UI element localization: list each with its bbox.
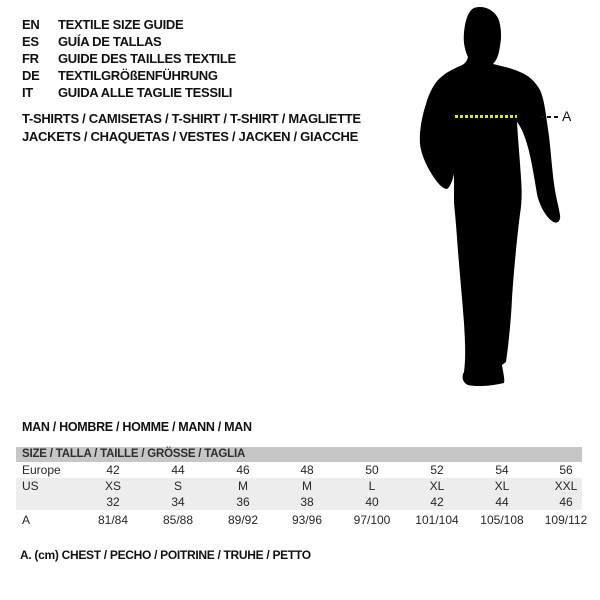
- language-label: GUIDA ALLE TAGLIE TESSILI: [58, 85, 233, 100]
- table-cell: 42: [106, 463, 120, 477]
- row-label: Europe: [22, 463, 61, 477]
- language-label: GUIDE DES TAILLES TEXTILE: [58, 51, 236, 66]
- table-cell: 97/100: [353, 513, 391, 527]
- table-cell: 93/96: [291, 513, 323, 527]
- table-row-chest-a: [16, 510, 588, 529]
- table-cell: 46: [559, 495, 573, 509]
- table-cell: XXL: [554, 479, 578, 493]
- table-row-us: [16, 478, 582, 494]
- table-cell: XL: [429, 479, 445, 493]
- table-row-numeric: [16, 494, 582, 510]
- language-label: TEXTILE SIZE GUIDE: [58, 17, 184, 32]
- category-line-jackets: JACKETS / CHAQUETAS / VESTES / JACKEN / GIACCHE: [22, 128, 358, 144]
- table-cell: 42: [430, 495, 444, 509]
- measure-label-a: A: [562, 108, 572, 124]
- table-cell: 56: [559, 463, 573, 477]
- table-cell: S: [173, 479, 183, 493]
- language-code: ES: [22, 34, 39, 49]
- table-cell: 38: [300, 495, 314, 509]
- language-code: IT: [22, 85, 33, 100]
- table-cell: 54: [495, 463, 509, 477]
- table-cell: 32: [106, 495, 120, 509]
- table-row-europe: [16, 462, 582, 478]
- table-cell: 89/92: [227, 513, 259, 527]
- table-cell: 44: [171, 463, 185, 477]
- row-label: A: [22, 513, 31, 527]
- row-label: US: [22, 479, 39, 493]
- size-table: [16, 447, 588, 529]
- table-cell: 34: [171, 495, 185, 509]
- table-cell: 46: [236, 463, 250, 477]
- section-title-man: MAN / HOMBRE / HOMME / MANN / MAN: [22, 420, 252, 434]
- table-cell: M: [302, 479, 312, 493]
- man-silhouette-image: [410, 5, 570, 395]
- category-line-tshirts: T-SHIRTS / CAMISETAS / T-SHIRT / T-SHIRT / MAGLIETTE: [22, 111, 361, 126]
- table-cell: 105/108: [480, 513, 524, 527]
- table-cell: 36: [236, 495, 250, 509]
- size-table-header: SIZE / TALLA / TAILLE / GRÖSSE / TAGLIA: [16, 447, 582, 462]
- language-label: GUÍA DE TALLAS: [58, 34, 162, 49]
- table-cell: XS: [104, 479, 122, 493]
- table-cell: 40: [365, 495, 379, 509]
- table-cell: 101/104: [415, 513, 459, 527]
- table-cell: XL: [494, 479, 510, 493]
- language-code: EN: [22, 17, 40, 32]
- measurement-footnote: A. (cm) CHEST / PECHO / POITRINE / TRUHE / PETTO: [20, 548, 311, 562]
- table-cell: 50: [365, 463, 379, 477]
- table-cell: 48: [300, 463, 314, 477]
- measure-callout-line: [540, 116, 559, 118]
- language-label: TEXTILGRÖßENFÜHRUNG: [58, 68, 218, 83]
- man-silhouette-path: [420, 7, 560, 386]
- table-cell: L: [368, 479, 376, 493]
- table-cell: 109/112: [544, 513, 588, 527]
- table-cell: 44: [495, 495, 509, 509]
- chest-measure-line: [455, 115, 517, 118]
- table-cell: 85/88: [162, 513, 194, 527]
- table-cell: M: [238, 479, 248, 493]
- table-cell: 52: [430, 463, 444, 477]
- language-code: DE: [22, 68, 40, 83]
- table-cell: 81/84: [97, 513, 129, 527]
- language-code: FR: [22, 51, 39, 66]
